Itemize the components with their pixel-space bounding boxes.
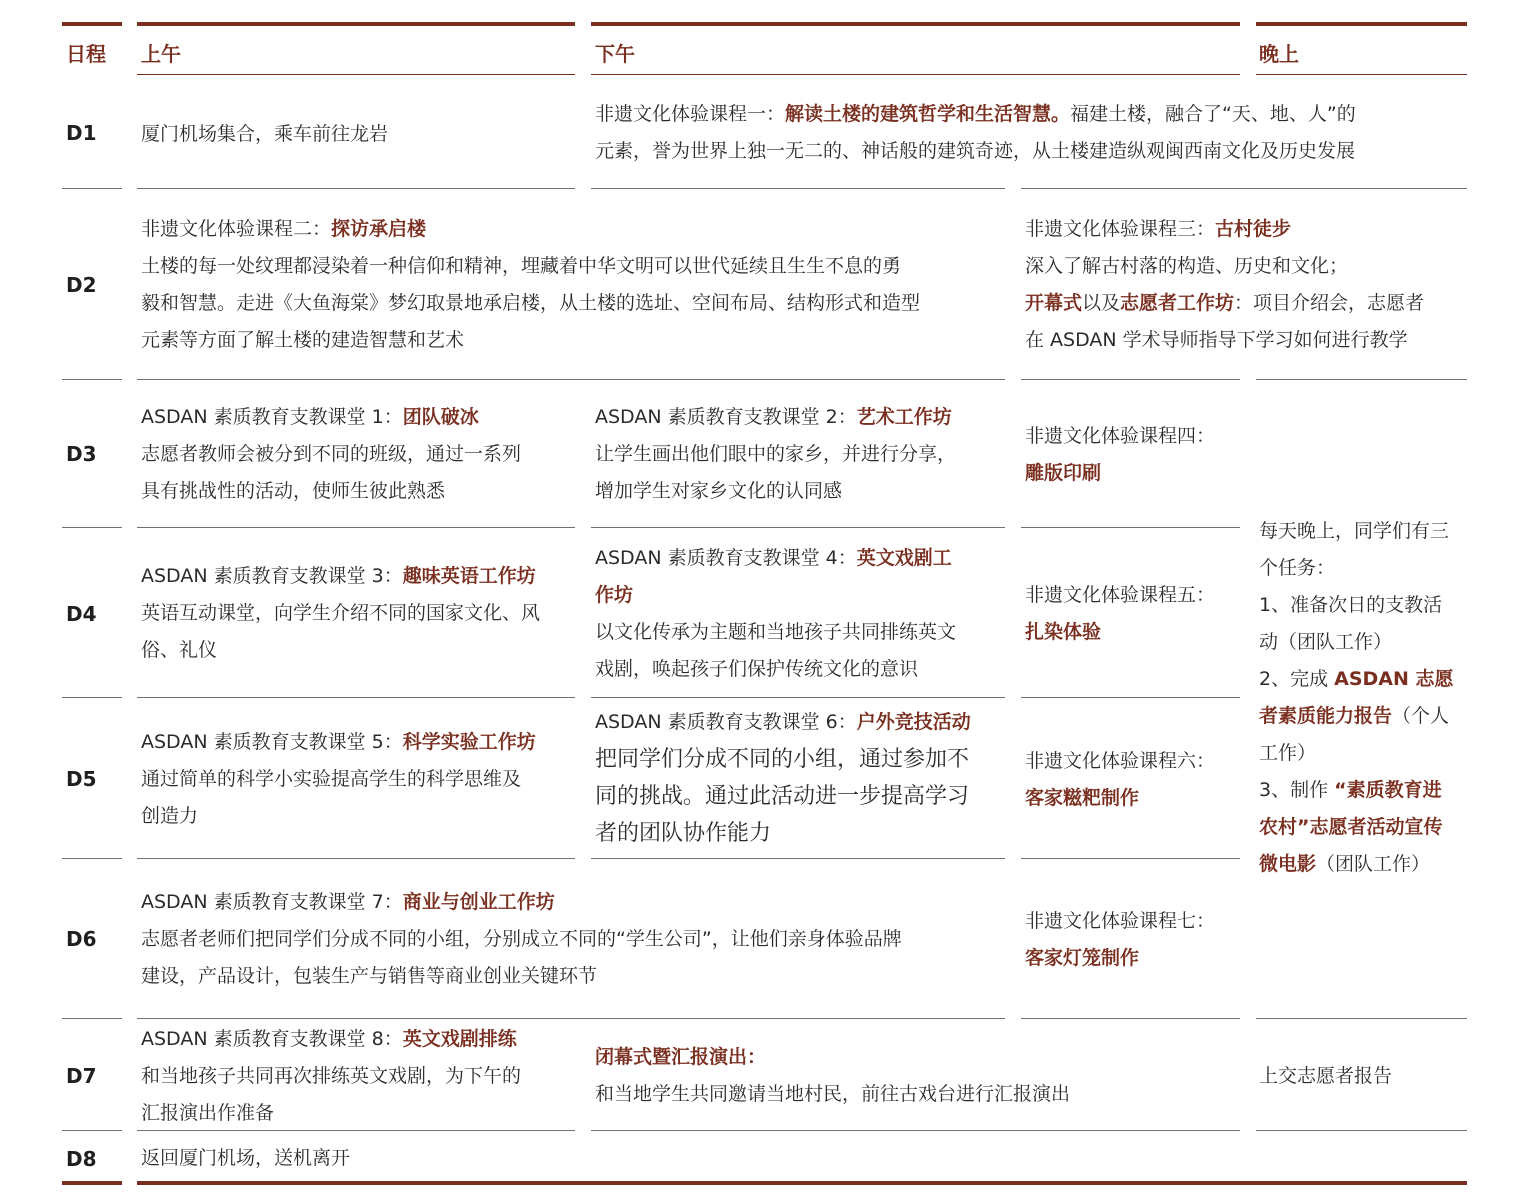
d1-afternoon: 非遗文化体验课程一：解读土楼的建筑哲学和生活智慧。福建土楼，融合了“天、地、人”的 元素，誉为世界上独一无二的、神话般的建筑奇迹，从土楼建造纵观闽西南文化及历史发展 (595, 103, 1356, 162)
row-divider (62, 188, 122, 189)
row-divider (1021, 379, 1240, 380)
row-divider (591, 697, 1005, 698)
header-afternoon: 下午 (595, 42, 635, 66)
header-divider (137, 74, 575, 75)
d4-morning: ASDAN 素质教育支教课堂 3：趣味英语工作坊 英语互动课堂，向学生介绍不同的国家文化、风 俗、礼仪 (141, 565, 541, 661)
row-divider (1256, 379, 1467, 380)
header-evening: 晚上 (1259, 42, 1299, 66)
d7-morning: ASDAN 素质教育支教课堂 8：英文戏剧排练 和当地孩子共同再次排练英文戏剧，为下午的 汇报演出作准备 (141, 1028, 522, 1124)
evening-tasks: 每天晚上，同学们有三 个任务： 1、准备次日的支教活 动（团队工作） 2、完成 ASDAN 志愿 者素质能力报告（个人 工作） 3、制作 “素质教育进 农村”志愿者活动宣传 微电影（团队工作） (1259, 520, 1454, 875)
row-divider (137, 527, 575, 528)
row-divider (62, 379, 122, 380)
day-label: D7 (66, 1064, 97, 1088)
row-divider (62, 697, 122, 698)
top-rule (1256, 22, 1467, 26)
d7-afternoon: 闭幕式暨汇报演出： 和当地学生共同邀请当地村民，前往古戏台进行汇报演出 (595, 1046, 1071, 1105)
row-divider (591, 188, 1005, 189)
header-day: 日程 (66, 42, 106, 66)
d7-evening: 上交志愿者报告 (1259, 1065, 1393, 1087)
day-label: D2 (66, 273, 97, 297)
header-divider (591, 74, 1240, 75)
top-rule (62, 22, 122, 26)
day-label: D8 (66, 1147, 97, 1171)
d5-late-afternoon: 非遗文化体验课程六： 客家糍粑制作 (1025, 750, 1216, 809)
row-divider (1021, 858, 1240, 859)
bottom-rule (137, 1181, 1467, 1185)
d4-afternoon: ASDAN 素质教育支教课堂 4：英文戏剧工 作坊 以文化传承为主题和当地孩子共同排练英文 戏剧，唤起孩子们保护传统文化的意识 (595, 547, 957, 680)
day-label: D4 (66, 602, 97, 626)
top-rule (591, 22, 1240, 26)
d3-morning: ASDAN 素质教育支教课堂 1：团队破冰 志愿者教师会被分到不同的班级，通过一系列 具有挑战性的活动，使师生彼此熟悉 (141, 406, 522, 502)
row-divider (591, 527, 1005, 528)
row-divider (137, 1018, 1005, 1019)
d5-afternoon: ASDAN 素质教育支教课堂 6：户外竞技活动 把同学们分成不同的小组，通过参加不 同的挑战。通过此活动进一步提高学习 者的团队协作能力 (595, 711, 971, 846)
row-divider (62, 1018, 122, 1019)
row-divider (1256, 1130, 1467, 1131)
d4-late-afternoon: 非遗文化体验课程五： 扎染体验 (1025, 584, 1216, 643)
row-divider (1021, 1018, 1240, 1019)
d2-late-afternoon: 非遗文化体验课程三：古村徒步 深入了解古村落的构造、历史和文化； 开幕式以及志愿者工作坊：项目介绍会，志愿者 在 ASDAN 学术导师指导下学习如何进行教学 (1025, 218, 1425, 351)
row-divider (137, 188, 575, 189)
row-divider (591, 1130, 1240, 1131)
row-divider (62, 527, 122, 528)
day-label: D5 (66, 767, 97, 791)
day-label: D6 (66, 927, 97, 951)
top-rule (137, 22, 575, 26)
row-divider (137, 858, 575, 859)
d2-daytime: 非遗文化体验课程二：探访承启楼 土楼的每一处纹理都浸染着一种信仰和精神，埋藏着中华文明可以世代延续且生生不息的勇 毅和智慧。走进《大鱼海棠》梦幻取景地承启楼，从土楼的选址、空间布局、结构形式和造型 元素等方面了解土楼的建造智慧和艺术 (141, 218, 921, 351)
row-divider (1021, 188, 1467, 189)
row-divider (1021, 527, 1240, 528)
header-morning: 上午 (141, 42, 181, 66)
d3-afternoon: ASDAN 素质教育支教课堂 2：艺术工作坊 让学生画出他们眼中的家乡，并进行分享， 增加学生对家乡文化的认同感 (595, 406, 957, 502)
row-divider (1256, 1018, 1467, 1019)
bottom-rule (62, 1181, 122, 1185)
d8-morning: 返回厦门机场，送机离开 (141, 1147, 351, 1169)
row-divider (62, 858, 122, 859)
row-divider (62, 1130, 122, 1131)
d5-morning: ASDAN 素质教育支教课堂 5：科学实验工作坊 通过简单的科学小实验提高学生的科学思维及 创造力 (141, 731, 536, 827)
d6-daytime: ASDAN 素质教育支教课堂 7：商业与创业工作坊 志愿者老师们把同学们分成不同的小组，分别成立不同的“学生公司”，让他们亲身体验品牌 建设，产品设计，包装生产与销售等商业创业关键环节 (141, 891, 902, 987)
header-divider (1256, 74, 1467, 75)
row-divider (591, 858, 1005, 859)
day-label: D3 (66, 442, 97, 466)
row-divider (137, 1130, 575, 1131)
day-label: D1 (66, 121, 97, 145)
d3-late-afternoon: 非遗文化体验课程四： 雕版印刷 (1025, 425, 1216, 484)
d1-morning: 厦门机场集合，乘车前往龙岩 (141, 123, 389, 145)
row-divider (137, 697, 575, 698)
row-divider (1021, 697, 1240, 698)
d6-late-afternoon: 非遗文化体验课程七： 客家灯笼制作 (1025, 910, 1216, 969)
row-divider (137, 379, 1005, 380)
